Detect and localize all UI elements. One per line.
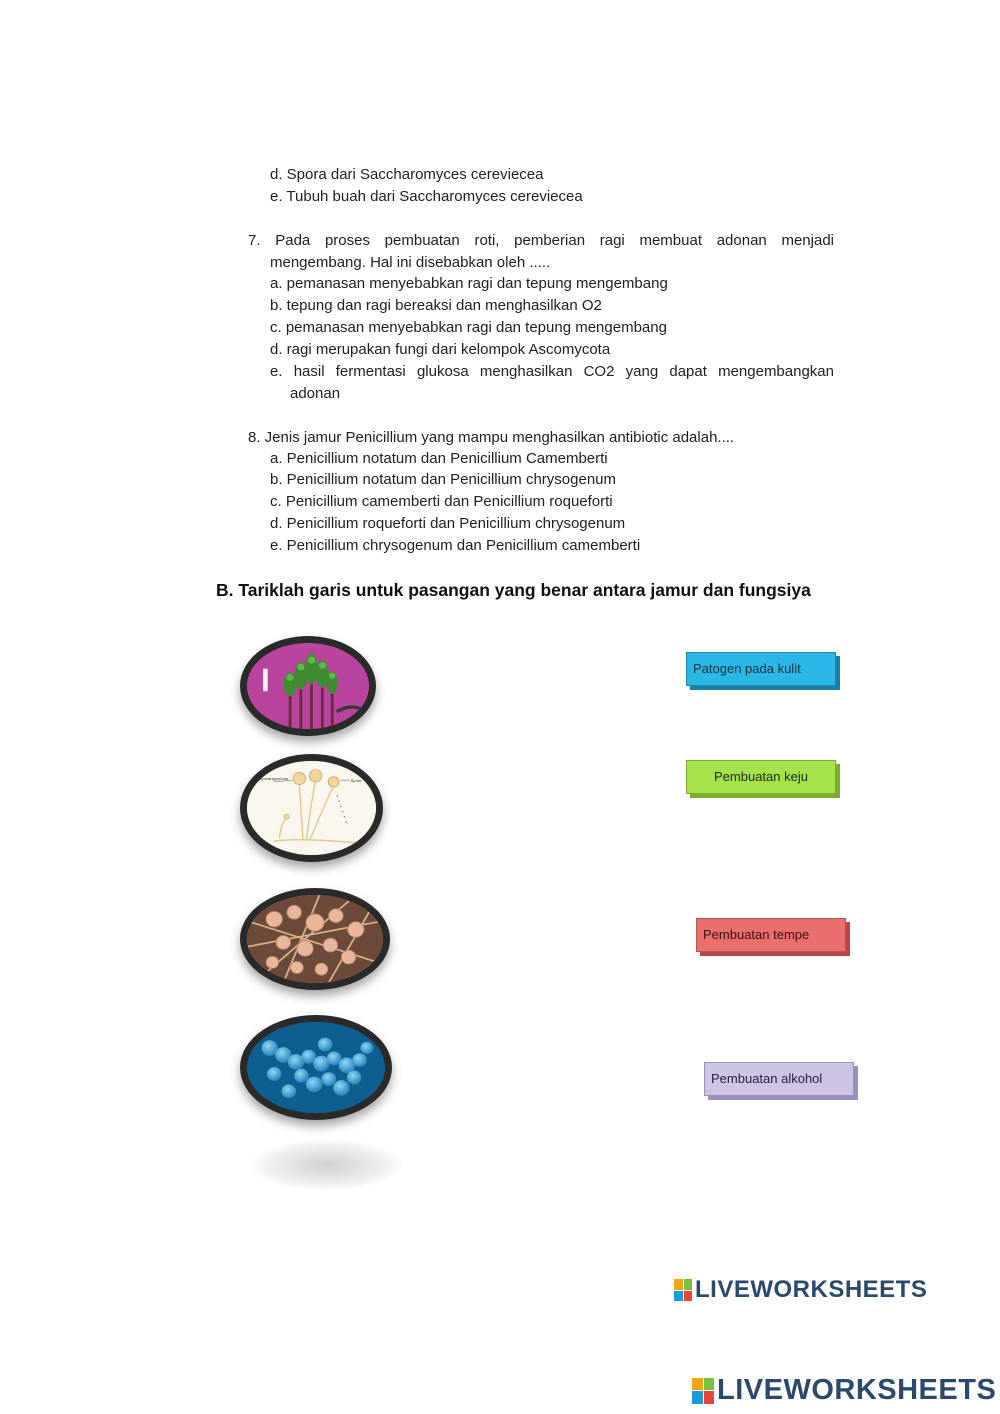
sporangium-illustration: [247, 761, 376, 855]
label-patogen-kulit-text: Patogen pada kulit: [693, 661, 801, 676]
liveworksheets-logo-2: [692, 1374, 996, 1407]
q7-option-e-line1: e. hasil fermentasi glukosa menghasilkan CO2 yang dapat mengembangkan: [270, 363, 834, 380]
q8-option-d: d. Penicillium roqueforti dan Penicillium chrysogenum: [270, 515, 626, 532]
liveworksheets-logo-text: LIVEWORKSHEETS: [695, 1276, 928, 1303]
sporangiophore-label: Sporangiophore: [259, 776, 289, 782]
rhizopus-illustration: [247, 895, 383, 983]
q6-option-e: e. Tubuh buah dari Saccharomyces cereviecea: [270, 188, 583, 205]
liveworksheets-mark-icon: [674, 1279, 692, 1301]
fungus-image-2[interactable]: [240, 754, 383, 862]
q7-option-c: c. pemanasan menyebabkan ragi dan tepung mengembang: [270, 319, 667, 336]
label-pembuatan-keju-text: Pembuatan keju: [714, 769, 808, 784]
yeast-illustration: [247, 1022, 385, 1113]
decorative-shadow: [252, 1140, 402, 1190]
label-pembuatan-tempe-text: Pembuatan tempe: [703, 927, 810, 942]
liveworksheets-logo-text: LIVEWORKSHEETS: [717, 1374, 997, 1406]
q7-option-b: b. tepung dan ragi bereaksi dan menghasilkan O2: [270, 297, 602, 314]
fungus-image-4[interactable]: [240, 1015, 392, 1120]
fungus-image-3[interactable]: [240, 888, 390, 990]
spore-label: Spore: [350, 777, 362, 783]
liveworksheets-mark-icon: [692, 1378, 714, 1404]
conidia-illustration: [247, 643, 369, 729]
q8-option-a: a. Penicillium notatum dan Penicillium Camemberti: [270, 450, 608, 467]
q7-question-line2: mengembang. Hal ini disebabkan oleh .....: [270, 254, 551, 271]
fungus-image-1[interactable]: [240, 636, 376, 736]
q8-option-b: b. Penicillium notatum dan Penicillium chrysogenum: [270, 471, 616, 488]
q7-option-e-line2: adonan: [290, 385, 341, 402]
section-b-heading: B. Tariklah garis untuk pasangan yang benar antara jamur dan fungsiya: [216, 580, 811, 600]
q7-option-d: d. ragi merupakan fungi dari kelompok Ascomycota: [270, 341, 611, 358]
label-pembuatan-alkohol[interactable]: [704, 1062, 854, 1096]
q8-option-e: e. Penicillium chrysogenum dan Penicillium camemberti: [270, 537, 641, 554]
q7-question-line1: 7. Pada proses pembuatan roti, pemberian ragi membuat adonan menjadi: [248, 232, 834, 249]
label-patogen-kulit[interactable]: [686, 652, 836, 686]
q8-option-c: c. Penicillium camemberti dan Penicillium roqueforti: [270, 493, 613, 510]
liveworksheets-logo-1: [674, 1276, 927, 1304]
q6-option-d: d. Spora dari Saccharomyces cereviecea: [270, 166, 544, 183]
label-pembuatan-tempe[interactable]: [696, 918, 846, 952]
label-pembuatan-keju[interactable]: [686, 760, 836, 794]
q8-question: 8. Jenis jamur Penicillium yang mampu menghasilkan antibiotic adalah....: [248, 429, 735, 446]
label-pembuatan-alkohol-text: Pembuatan alkohol: [711, 1071, 823, 1086]
q7-option-a: a. pemanasan menyebabkan ragi dan tepung mengembang: [270, 275, 668, 292]
